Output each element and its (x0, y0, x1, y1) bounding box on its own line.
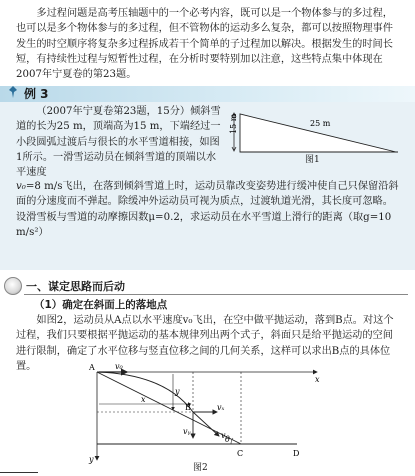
example-label (8, 86, 49, 102)
fig1-height-label: 15 m (229, 113, 238, 134)
fig2-label-y: y (175, 387, 180, 396)
fig2-label-D: D (293, 449, 300, 458)
section-subtitle: （1）确定在斜面上的落地点 (34, 299, 168, 311)
example-text-full (16, 179, 401, 240)
example-label-text: 例 3 (24, 87, 49, 101)
example-text-part1: （2007年宁夏卷第23题，15分）倾斜雪道的长为25 m，顶端高为15 m，下端经过一小段圆弧过渡后与很长的水平雪道相接，如图1所示。一滑雪运动员在倾斜雪道的顶端以水平速度 (16, 106, 221, 179)
fig1-caption: 图1 (305, 155, 320, 165)
intro-paragraph: 多过程问题是高考压轴题中的一个必考内容，既可以是一个物体参与的多过程，也可以是多个物体参与的多过程，但不管物体的运动多么复杂，都可以按照物理事件发生的时空顺序将复杂多过程拆成若干个简单的子过程加以解决。根据发生的时间长短，有持续性过程与短暂性过程，在分析时要特别加以注意，这些特点集中体现在2007年宁夏卷的第23题。 (16, 8, 393, 81)
fig2-label-A: A (89, 364, 95, 372)
section-divider (24, 294, 408, 295)
bulb-icon (4, 277, 22, 295)
figure-1 (226, 108, 406, 178)
fig2-label-C: C (237, 449, 244, 458)
fig2-label-vx: vₓ (217, 403, 225, 412)
v0-symbol: v₀ (16, 181, 26, 192)
fig2-label-v: v (221, 431, 226, 440)
fig2-label-theta: θ (225, 435, 230, 444)
pin-icon (8, 86, 18, 102)
figure-2 (85, 364, 325, 466)
fig1-slope-label: 25 m (310, 119, 331, 128)
fig2-label-x-axis: x (315, 375, 320, 384)
example-text-part2: =8 m/s飞出，在落到倾斜雪道上时，运动员靠改变姿势进行缓冲使自己只保留沿斜面的分速度而不弹起。除缓冲外运动员可视为质点，过渡轨道光滑，其长度可忽略。设滑雪板与雪道的动摩擦因数μ=0.2，求运动员在水平雪道上滑行的距离（取g=10 m/s²） (16, 181, 399, 238)
fig2-label-vy: vᵧ (183, 427, 191, 436)
example-text-left (16, 104, 226, 180)
fig2-label-v0: v₀ (115, 364, 123, 371)
fig2-label-B: B (185, 403, 191, 412)
section-paragraph: 如图2，运动员从A点以水平速度v₀飞出，在空中做平抛运动，落到B点。对这个过程，我们只要根据平抛运动的基本规律列出两个式子，斜面只是给平抛运动的空间进行限制，确定了水平位移与竖直位移之间的几何关系，这样可以求出B点的具体位置。 (16, 315, 394, 372)
fig2-label-y-axis: y (89, 455, 94, 464)
example-header-bar (0, 86, 415, 102)
section-title: 一、谋定思路而后动 (26, 280, 125, 293)
section-heading (0, 276, 415, 294)
fig2-caption: 图2 (193, 463, 208, 473)
fig2-label-x: x (141, 395, 146, 404)
bottom-rule (0, 472, 38, 473)
